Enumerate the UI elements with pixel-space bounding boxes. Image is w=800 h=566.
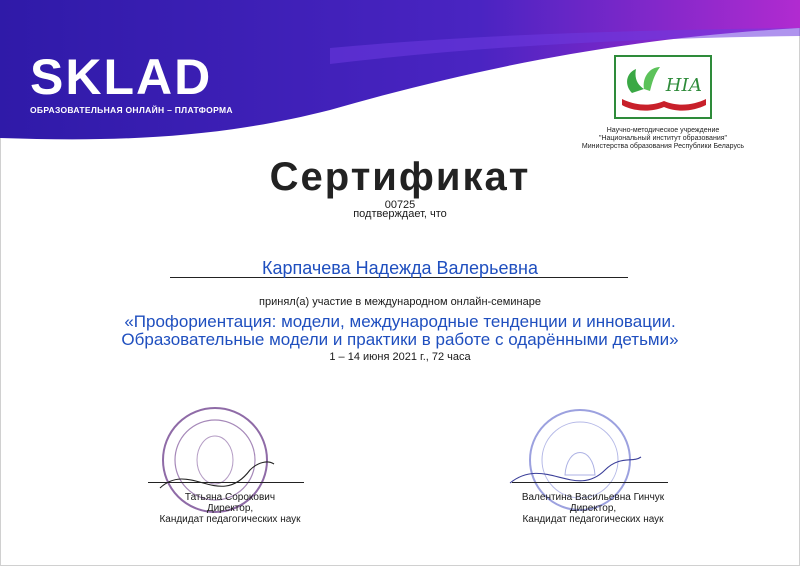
- institute-name: [558, 127, 768, 151]
- seminar-title-line: «Профориентация: модели, международные тенденции и инновации.: [124, 312, 676, 331]
- seminar-title: [20, 313, 780, 349]
- institute-line: Министерства образования Республики Беларусь: [581, 143, 745, 150]
- signature-block: [478, 492, 708, 525]
- signature-line: [512, 482, 668, 483]
- signer-position: Директор,: [206, 503, 254, 514]
- seminar-title-line: Образовательные модели и практики в работе с одарёнными детьми»: [121, 330, 679, 349]
- signer-position: Директор,: [569, 503, 617, 514]
- institute-logo-text: НІА: [665, 75, 703, 96]
- institute-logo: [614, 55, 712, 119]
- seminar-dates: 1 – 14 июня 2021 г., 72 часа: [329, 351, 471, 363]
- brand-name: SKLAD: [30, 49, 213, 105]
- brand-logo: [30, 49, 233, 115]
- signature-block: [120, 492, 340, 525]
- institute-line: Научно-методическое учреждение: [606, 127, 720, 134]
- signer-name: Валентина Васильевна Гинчук: [521, 492, 665, 503]
- certificate-title: Сертификат: [269, 155, 531, 199]
- institute-line: "Национальный институт образования": [598, 135, 728, 142]
- signer-degree: Кандидат педагогических наук: [522, 514, 664, 525]
- brand-subtitle: ОБРАЗОВАТЕЛЬНАЯ ОНЛАЙН – ПЛАТФОРМА: [30, 105, 233, 115]
- confirms-text: подтверждает, что: [353, 208, 447, 220]
- participated-text: принял(а) участие в международном онлайн-семинаре: [259, 296, 541, 308]
- signer-degree: Кандидат педагогических наук: [159, 514, 301, 525]
- recipient-name: Карпачева Надежда Валерьевна: [262, 258, 538, 278]
- signer-name: Татьяна Сорокович: [184, 492, 276, 503]
- certificate-number: 00725: [384, 199, 416, 211]
- signature-line: [148, 482, 304, 483]
